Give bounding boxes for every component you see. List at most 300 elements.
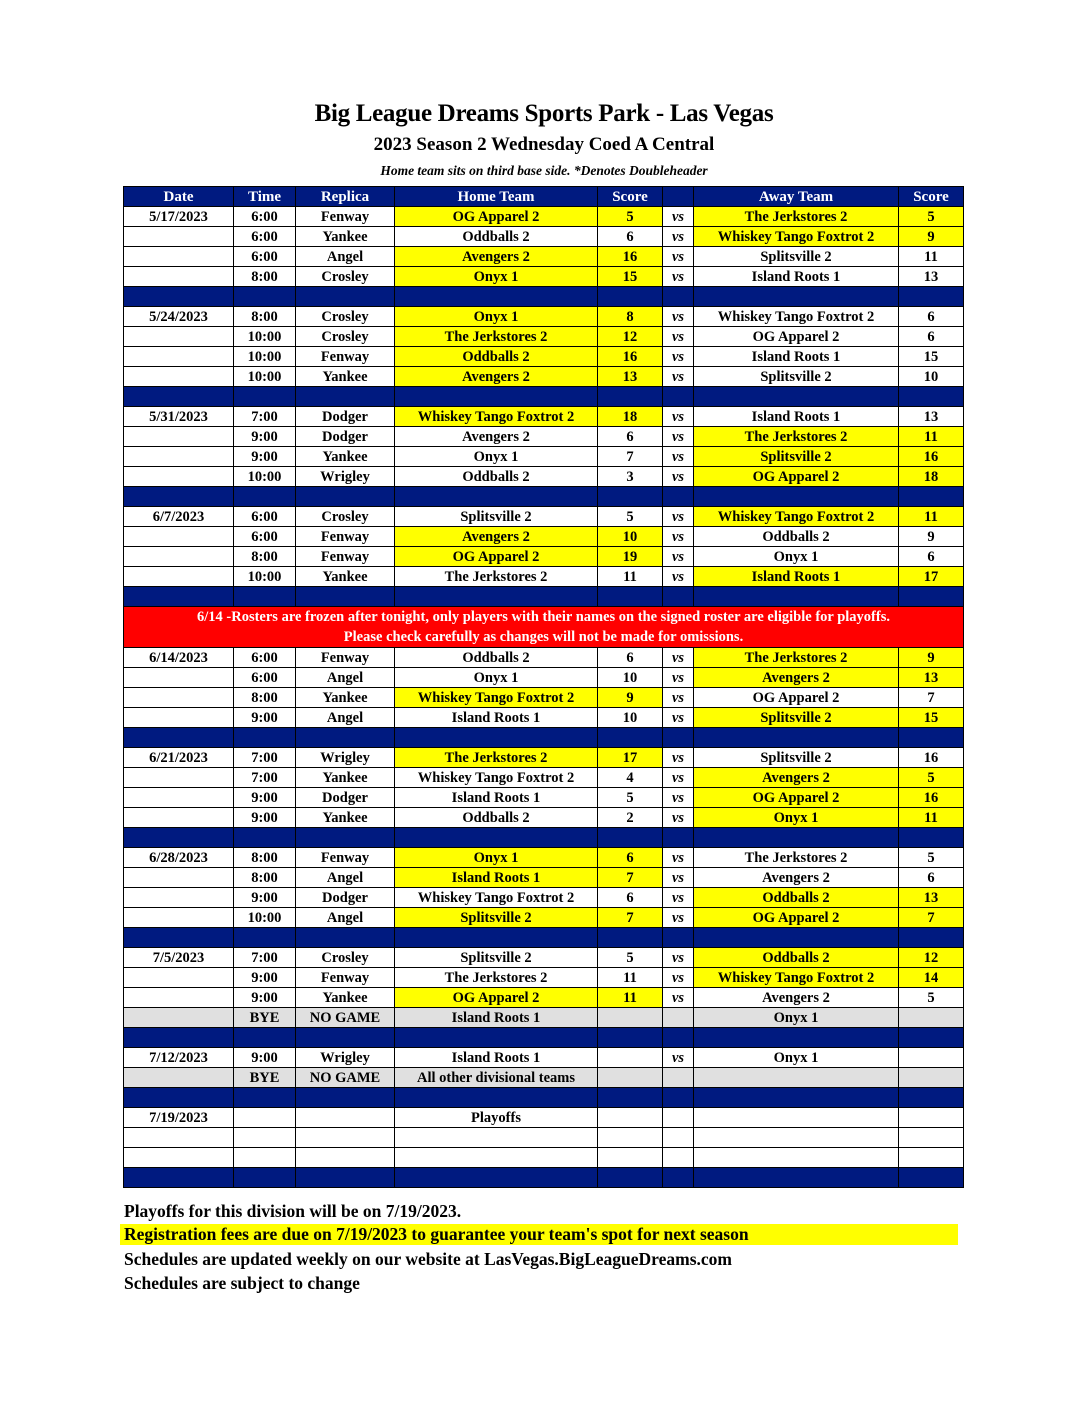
away-team: Whiskey Tango Foxtrot 2 [694, 227, 899, 247]
vs-label: vs [663, 788, 694, 808]
game-date [124, 1008, 234, 1028]
separator-cell [663, 287, 694, 307]
vs-label: vs [663, 648, 694, 668]
game-date [124, 988, 234, 1008]
game-time: 6:00 [234, 207, 296, 227]
home-team: OG Apparel 2 [395, 988, 598, 1008]
game-date: 6/14/2023 [124, 648, 234, 668]
game-time: 9:00 [234, 888, 296, 908]
game-row [124, 1008, 964, 1028]
game-row [124, 808, 964, 828]
separator-cell [395, 1028, 598, 1048]
away-score: 7 [899, 688, 964, 708]
home-team: Avengers 2 [395, 247, 598, 267]
away-team: Oddballs 2 [694, 948, 899, 968]
game-date [124, 347, 234, 367]
game-date: 5/24/2023 [124, 307, 234, 327]
game-time: 7:00 [234, 407, 296, 427]
game-date [124, 688, 234, 708]
separator-cell [395, 828, 598, 848]
game-field: Fenway [296, 547, 395, 567]
away-team: Splitsville 2 [694, 748, 899, 768]
away-score: 15 [899, 708, 964, 728]
separator-cell [598, 1168, 663, 1188]
separator-cell [124, 287, 234, 307]
game-time: 6:00 [234, 648, 296, 668]
home-team: Onyx 1 [395, 668, 598, 688]
game-field: Angel [296, 247, 395, 267]
game-time: 6:00 [234, 507, 296, 527]
separator-cell [663, 1088, 694, 1108]
game-date [124, 788, 234, 808]
home-score: 8 [598, 307, 663, 327]
game-row [124, 1108, 964, 1128]
game-field: Dodger [296, 427, 395, 447]
game-row [124, 688, 964, 708]
away-score: 6 [899, 547, 964, 567]
home-team: Onyx 1 [395, 267, 598, 287]
page-note: Home team sits on third base side. *Denotes Doubleheader [380, 163, 708, 178]
home-score: 19 [598, 547, 663, 567]
game-field: Angel [296, 908, 395, 928]
game-date [124, 467, 234, 487]
vs-label: vs [663, 567, 694, 587]
game-field: Yankee [296, 988, 395, 1008]
home-score [598, 1048, 663, 1068]
home-team: Splitsville 2 [395, 507, 598, 527]
col-replica: Replica [296, 187, 395, 207]
game-time: 10:00 [234, 567, 296, 587]
game-row [124, 267, 964, 287]
separator-cell [694, 287, 899, 307]
game-time: 9:00 [234, 447, 296, 467]
home-team [395, 1148, 598, 1168]
vs-label: vs [663, 267, 694, 287]
game-row [124, 948, 964, 968]
separator-cell [234, 587, 296, 607]
game-field: Yankee [296, 367, 395, 387]
vs-label: vs [663, 407, 694, 427]
home-team: Whiskey Tango Foxtrot 2 [395, 688, 598, 708]
game-row [124, 407, 964, 427]
separator-cell [694, 387, 899, 407]
vs-label: vs [663, 367, 694, 387]
home-team: OG Apparel 2 [395, 207, 598, 227]
separator-cell [296, 1088, 395, 1108]
home-score: 11 [598, 968, 663, 988]
game-date: 6/21/2023 [124, 748, 234, 768]
schedule-body [124, 207, 964, 1188]
away-score: 11 [899, 427, 964, 447]
game-row [124, 307, 964, 327]
home-team: Oddballs 2 [395, 467, 598, 487]
separator-cell [663, 928, 694, 948]
away-score: 5 [899, 768, 964, 788]
vs-label: vs [663, 868, 694, 888]
separator-cell [296, 387, 395, 407]
game-field [296, 1128, 395, 1148]
footer-playoffs: Playoffs for this division will be on 7/19/2023. [124, 1201, 462, 1221]
col-date: Date [124, 187, 234, 207]
separator-cell [234, 928, 296, 948]
game-row [124, 1128, 964, 1148]
home-score: 15 [598, 267, 663, 287]
notice-line-2: Please check carefully as changes will not be made for omissions. [343, 629, 744, 645]
game-row [124, 988, 964, 1008]
col-time: Time [234, 187, 296, 207]
away-score [899, 1048, 964, 1068]
vs-label: vs [663, 668, 694, 688]
game-field: Dodger [296, 888, 395, 908]
away-score: 13 [899, 888, 964, 908]
game-date [124, 1068, 234, 1088]
game-time [234, 1148, 296, 1168]
separator-row [124, 728, 964, 748]
away-team: Island Roots 1 [694, 407, 899, 427]
home-score: 16 [598, 247, 663, 267]
game-field: NO GAME [296, 1008, 395, 1028]
away-team [694, 1128, 899, 1148]
home-team: Splitsville 2 [395, 908, 598, 928]
home-score: 7 [598, 447, 663, 467]
vs-label: vs [663, 327, 694, 347]
home-team: Island Roots 1 [395, 1008, 598, 1028]
away-team: Oddballs 2 [694, 888, 899, 908]
separator-cell [598, 828, 663, 848]
separator-cell [124, 1088, 234, 1108]
game-time: 8:00 [234, 267, 296, 287]
separator-cell [663, 487, 694, 507]
away-score: 11 [899, 247, 964, 267]
away-team: OG Apparel 2 [694, 688, 899, 708]
away-score [899, 1128, 964, 1148]
col-home-score: Score [598, 187, 663, 207]
separator-cell [124, 728, 234, 748]
away-score: 13 [899, 267, 964, 287]
game-date: 6/28/2023 [124, 848, 234, 868]
separator-row [124, 287, 964, 307]
home-score: 17 [598, 748, 663, 768]
away-team: Onyx 1 [694, 1008, 899, 1028]
separator-cell [124, 387, 234, 407]
game-time: 9:00 [234, 427, 296, 447]
away-score: 5 [899, 207, 964, 227]
separator-cell [395, 487, 598, 507]
separator-cell [124, 1028, 234, 1048]
game-row [124, 227, 964, 247]
game-field: Fenway [296, 848, 395, 868]
game-time: 7:00 [234, 768, 296, 788]
home-score: 6 [598, 427, 663, 447]
home-score: 4 [598, 768, 663, 788]
vs-label: vs [663, 347, 694, 367]
home-score: 5 [598, 948, 663, 968]
footer-subject: Schedules are subject to change [124, 1273, 360, 1293]
notice-row [124, 607, 964, 648]
home-score: 10 [598, 668, 663, 688]
game-row [124, 207, 964, 227]
away-score: 13 [899, 668, 964, 688]
separator-cell [899, 728, 964, 748]
vs-label [663, 1068, 694, 1088]
away-team: Splitsville 2 [694, 447, 899, 467]
game-row [124, 908, 964, 928]
game-row [124, 648, 964, 668]
vs-label: vs [663, 888, 694, 908]
game-row [124, 427, 964, 447]
game-date [124, 447, 234, 467]
home-score: 3 [598, 467, 663, 487]
away-team: Whiskey Tango Foxtrot 2 [694, 968, 899, 988]
separator-cell [296, 587, 395, 607]
separator-cell [663, 1028, 694, 1048]
vs-label [663, 1148, 694, 1168]
separator-cell [234, 287, 296, 307]
home-team: Oddballs 2 [395, 808, 598, 828]
away-team: Avengers 2 [694, 868, 899, 888]
home-team: All other divisional teams [395, 1068, 598, 1088]
game-row [124, 527, 964, 547]
separator-cell [663, 387, 694, 407]
away-score: 16 [899, 788, 964, 808]
home-score: 6 [598, 888, 663, 908]
vs-label: vs [663, 708, 694, 728]
separator-cell [598, 1028, 663, 1048]
separator-cell [234, 728, 296, 748]
game-date [124, 567, 234, 587]
home-team: Oddballs 2 [395, 347, 598, 367]
home-score [598, 1108, 663, 1128]
home-score: 18 [598, 407, 663, 427]
home-team [395, 1128, 598, 1148]
separator-cell [899, 1168, 964, 1188]
away-score: 9 [899, 648, 964, 668]
away-score [899, 1108, 964, 1128]
game-time: 6:00 [234, 247, 296, 267]
away-team: Island Roots 1 [694, 347, 899, 367]
home-score: 5 [598, 207, 663, 227]
home-team: Avengers 2 [395, 427, 598, 447]
vs-label: vs [663, 908, 694, 928]
separator-cell [124, 928, 234, 948]
separator-row [124, 587, 964, 607]
game-date: 7/19/2023 [124, 1108, 234, 1128]
home-score: 6 [598, 227, 663, 247]
away-team: Island Roots 1 [694, 267, 899, 287]
away-team: Whiskey Tango Foxtrot 2 [694, 307, 899, 327]
game-row [124, 447, 964, 467]
game-time: BYE [234, 1008, 296, 1028]
separator-row [124, 487, 964, 507]
separator-cell [899, 387, 964, 407]
game-time: 7:00 [234, 748, 296, 768]
game-time: 9:00 [234, 808, 296, 828]
home-team: Oddballs 2 [395, 227, 598, 247]
home-score: 16 [598, 347, 663, 367]
game-field: Crosley [296, 507, 395, 527]
separator-cell [598, 587, 663, 607]
game-row [124, 547, 964, 567]
game-field: Yankee [296, 567, 395, 587]
away-score: 6 [899, 868, 964, 888]
vs-label: vs [663, 427, 694, 447]
game-date [124, 1148, 234, 1168]
separator-row [124, 1168, 964, 1188]
vs-label: vs [663, 247, 694, 267]
separator-row [124, 1088, 964, 1108]
separator-cell [124, 1168, 234, 1188]
home-team: Oddballs 2 [395, 648, 598, 668]
separator-cell [694, 928, 899, 948]
home-team: Playoffs [395, 1108, 598, 1128]
separator-cell [395, 387, 598, 407]
game-date [124, 888, 234, 908]
away-team: Splitsville 2 [694, 708, 899, 728]
separator-cell [899, 928, 964, 948]
game-row [124, 968, 964, 988]
vs-label [663, 1108, 694, 1128]
away-score: 16 [899, 447, 964, 467]
game-time: 10:00 [234, 908, 296, 928]
away-score: 16 [899, 748, 964, 768]
game-row [124, 567, 964, 587]
game-date [124, 427, 234, 447]
game-time: 6:00 [234, 668, 296, 688]
game-date: 5/17/2023 [124, 207, 234, 227]
game-time: 8:00 [234, 848, 296, 868]
away-team: OG Apparel 2 [694, 788, 899, 808]
home-team: Whiskey Tango Foxtrot 2 [395, 768, 598, 788]
game-date [124, 527, 234, 547]
page-subtitle: 2023 Season 2 Wednesday Coed A Central [373, 134, 715, 155]
separator-cell [124, 828, 234, 848]
game-time: 8:00 [234, 307, 296, 327]
separator-row [124, 928, 964, 948]
separator-cell [395, 587, 598, 607]
away-score: 14 [899, 968, 964, 988]
away-score: 5 [899, 848, 964, 868]
home-score: 9 [598, 688, 663, 708]
separator-cell [899, 587, 964, 607]
separator-cell [598, 728, 663, 748]
separator-cell [899, 1088, 964, 1108]
footer-updates: Schedules are updated weekly on our website at LasVegas.BigLeagueDreams.com [124, 1249, 732, 1269]
game-field: Yankee [296, 447, 395, 467]
schedule-table [123, 186, 964, 1188]
home-team: Onyx 1 [395, 307, 598, 327]
away-team: Avengers 2 [694, 768, 899, 788]
game-row [124, 367, 964, 387]
col-away-team: Away Team [694, 187, 899, 207]
separator-cell [296, 1168, 395, 1188]
game-date: 7/5/2023 [124, 948, 234, 968]
separator-cell [234, 1028, 296, 1048]
game-field: Fenway [296, 527, 395, 547]
game-field: Fenway [296, 648, 395, 668]
home-team: Whiskey Tango Foxtrot 2 [395, 888, 598, 908]
game-field: Fenway [296, 207, 395, 227]
separator-cell [124, 487, 234, 507]
separator-cell [296, 1028, 395, 1048]
game-row [124, 467, 964, 487]
separator-row [124, 387, 964, 407]
home-team: Island Roots 1 [395, 708, 598, 728]
vs-label [663, 1008, 694, 1028]
home-score: 13 [598, 367, 663, 387]
game-time [234, 1128, 296, 1148]
vs-label: vs [663, 447, 694, 467]
separator-cell [694, 1168, 899, 1188]
game-date: 6/7/2023 [124, 507, 234, 527]
separator-cell [395, 1088, 598, 1108]
game-date [124, 768, 234, 788]
vs-label: vs [663, 507, 694, 527]
away-score: 12 [899, 948, 964, 968]
game-date [124, 227, 234, 247]
away-team: Splitsville 2 [694, 367, 899, 387]
game-field: Crosley [296, 267, 395, 287]
away-team: Onyx 1 [694, 1048, 899, 1068]
away-score [899, 1068, 964, 1088]
separator-cell [694, 828, 899, 848]
game-row [124, 247, 964, 267]
separator-cell [663, 587, 694, 607]
game-time: 6:00 [234, 527, 296, 547]
vs-label: vs [663, 227, 694, 247]
home-team: Onyx 1 [395, 447, 598, 467]
vs-label: vs [663, 848, 694, 868]
vs-label: vs [663, 547, 694, 567]
away-team [694, 1148, 899, 1168]
game-field: Crosley [296, 948, 395, 968]
away-team: Onyx 1 [694, 808, 899, 828]
separator-cell [663, 828, 694, 848]
game-field: Yankee [296, 808, 395, 828]
game-row [124, 1068, 964, 1088]
away-score: 15 [899, 347, 964, 367]
home-score: 6 [598, 848, 663, 868]
game-date: 5/31/2023 [124, 407, 234, 427]
vs-label: vs [663, 688, 694, 708]
separator-cell [663, 1168, 694, 1188]
separator-cell [694, 728, 899, 748]
game-time: 8:00 [234, 868, 296, 888]
game-field [296, 1148, 395, 1168]
home-score: 10 [598, 708, 663, 728]
home-team: The Jerkstores 2 [395, 327, 598, 347]
game-row [124, 868, 964, 888]
game-field: Fenway [296, 347, 395, 367]
game-time [234, 1108, 296, 1128]
away-score: 11 [899, 507, 964, 527]
separator-cell [899, 828, 964, 848]
separator-row [124, 1028, 964, 1048]
separator-cell [663, 728, 694, 748]
home-score: 7 [598, 908, 663, 928]
footer-registration: Registration fees are due on 7/19/2023 to guarantee your team's spot for next season [120, 1224, 958, 1245]
separator-cell [234, 1168, 296, 1188]
home-score: 2 [598, 808, 663, 828]
game-time: 9:00 [234, 1048, 296, 1068]
away-team: Island Roots 1 [694, 567, 899, 587]
separator-cell [899, 287, 964, 307]
vs-label: vs [663, 768, 694, 788]
home-team: The Jerkstores 2 [395, 968, 598, 988]
game-time: 9:00 [234, 968, 296, 988]
separator-cell [598, 928, 663, 948]
home-team: Avengers 2 [395, 367, 598, 387]
vs-label: vs [663, 207, 694, 227]
